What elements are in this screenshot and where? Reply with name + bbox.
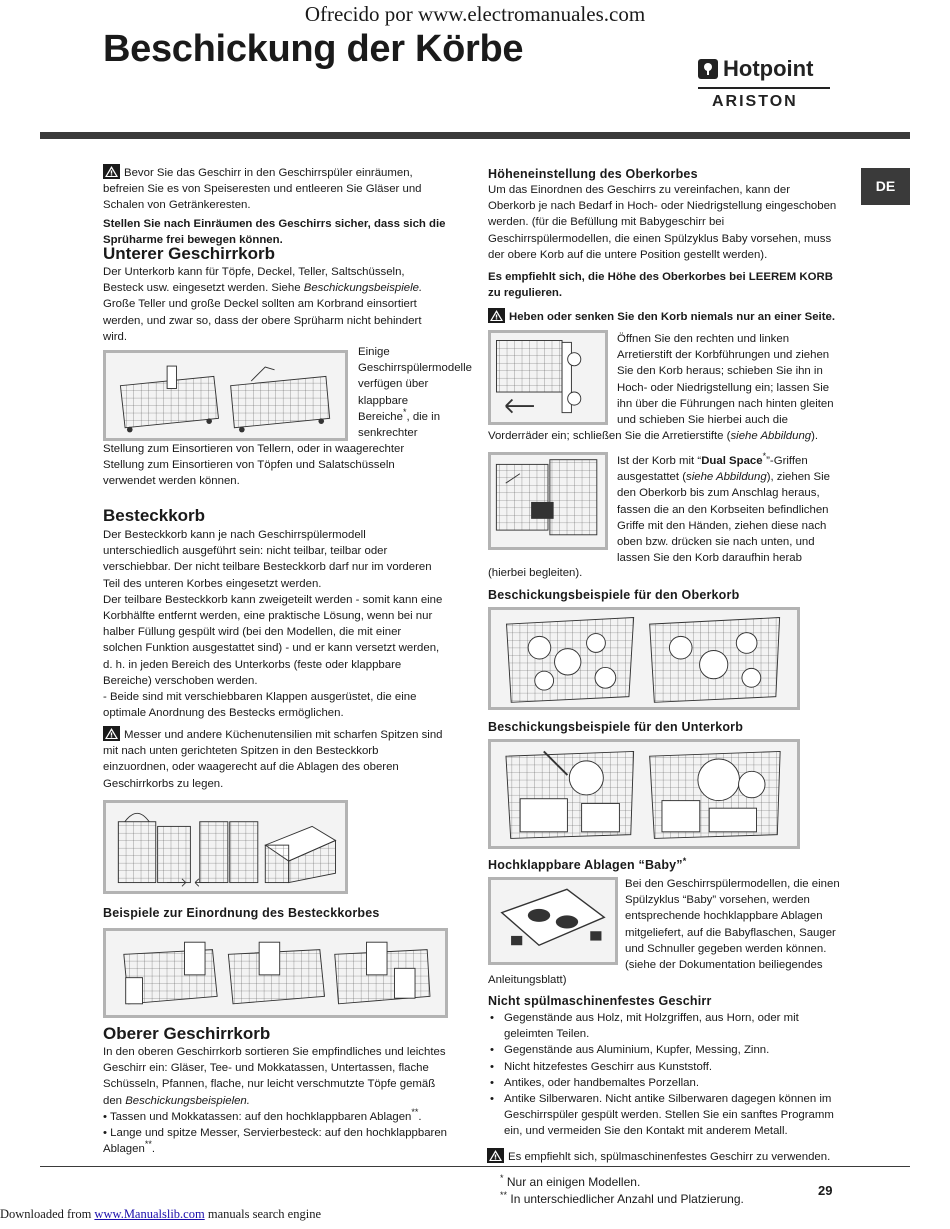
dual-space-illustration <box>491 455 605 547</box>
side-note-text-2: , die in senkrechter <box>358 410 441 440</box>
besteck-text-2: Der teilbare Besteckkorb kann zweigeteilt werden - somit kann eine Korbhälfte entfernt werden, eine praktische Lösung, wenn bei nur halber Füllung gespült wird (bei den Modellen, die mit einer solchen Funktion ausgestattet sind) - und er kann versetzt werden, d. h. in jeden Bereich des Unterkorbs (feste oder klappbare Bereiche) verschoben werden. <box>103 593 443 687</box>
footnote-1-text: Nur an einigen Modellen. <box>506 1175 641 1189</box>
baby-title-text: Hochklappbare Ablagen “Baby” <box>488 858 683 872</box>
hoehe-after-end: ). <box>811 430 819 442</box>
unterer-text-3: Stellung zum Einsortieren von Tellern, oder in waagerechter Stellung zum Einsortieren von Töpfen und Salatschüsseln verwendet werden können. <box>103 443 405 488</box>
hoehe-text: Um das Einordnen des Geschirrs zu vereinfachen, kann der Oberkorb je nach Bedarf in Hoch- oder Niedrigstellung eingeschoben werden. (für die Befüllung mit Babygeschirr bei Geschirrspülermodellen, die einen Spülzyklus Baby vorsehen, muss der obere Korb auf die untere Position gestellt werden). <box>488 184 837 261</box>
hoehe-after-ref: siehe Abbildung <box>730 430 812 442</box>
warning-icon <box>103 726 120 741</box>
offered-by-banner: Ofrecido por www.electromanuales.com <box>304 2 646 26</box>
download-prefix: Downloaded from <box>0 1207 92 1221</box>
lower-basket-figure <box>103 350 348 441</box>
baby-after <box>488 972 567 988</box>
download-suffix: manuals search engine <box>207 1207 321 1221</box>
nicht-title: Nicht spülmaschinenfestes Geschirr <box>488 994 712 1008</box>
brand-name: Hotpoint <box>723 56 814 81</box>
cutlery-examples-figure <box>103 928 448 1018</box>
unterer-intro <box>103 264 448 345</box>
dual-space-figure <box>488 452 608 550</box>
final-warning <box>487 1148 857 1165</box>
footnote-2-text: In unterschiedlicher Anzahl und Platzierung. <box>510 1192 744 1206</box>
dual-after <box>488 565 582 581</box>
final-warning-text: Es empfiehlt sich, spülmaschinenfestes Geschirr zu verwenden. <box>508 1151 831 1163</box>
unterer-text: Der Unterkorb kann für Töpfe, Deckel, Teller, Saltschüsseln, Besteck usw. eingesetzt werden. Siehe <box>103 266 405 295</box>
messer-warning <box>103 726 443 792</box>
footnotes <box>500 1174 744 1208</box>
warning-icon <box>103 164 120 179</box>
cutlery-examples-illustration <box>106 931 445 1015</box>
intro-text: Bevor Sie das Geschirr in den Geschirrspüler einräumen, befreien Sie es von Speiseresten und entleeren Sie Gläser und Schalen von Getränkeresten. <box>103 167 422 212</box>
besteck-text: Der Besteckkorb kann je nach Geschirrspülermodell unterschiedlich ausgeführt sein: nicht teilbar, teilbar oder verschiebbar. Der nicht teilbare Besteckkorb darf nur im vorderen Teil des unteren Korbes eingesetzt werden. <box>103 529 432 590</box>
list-item: • Antikes, oder handbemaltes Porzellan. <box>488 1075 850 1091</box>
oberer-bullet-1: • Tassen und Mokkatassen: auf den hochklappbaren Ablagen <box>103 1110 412 1123</box>
cutlery-basket-illustration <box>106 803 345 891</box>
warning-icon <box>487 1148 504 1163</box>
download-credit <box>0 1207 321 1222</box>
oberer-title: Oberer Geschirrkorb <box>103 1024 271 1043</box>
unter-beispiele-title: Beschickungsbeispiele für den Unterkorb <box>488 720 744 734</box>
page-title: Beschickung der Körbe <box>103 28 524 70</box>
lower-basket-examples-figure <box>488 739 800 849</box>
intro-bold-note: Stellen Sie nach Einräumen des Geschirrs sicher, dass sich die Sprüharme frei bewegen können. <box>103 217 446 246</box>
baby-text <box>625 876 845 973</box>
lower-basket-examples-illustration <box>491 742 797 846</box>
footer-rule <box>40 1166 910 1167</box>
beispiele-title: Beispiele zur Einordnung des Besteckkorbes <box>103 906 380 920</box>
footnote-2 <box>500 1191 744 1208</box>
footnote-1-star: * <box>500 1173 504 1183</box>
dual-mid: ”-Griffen ausgestattet ( <box>617 455 808 484</box>
side-note-text: Einige Geschirrspülermodelle verfügen über klappbare Bereiche <box>358 346 472 423</box>
nicht-list <box>488 1010 850 1140</box>
brand-logo <box>698 56 838 116</box>
brand-subname: ARISTON <box>712 93 798 110</box>
unterer-text-2: Große Teller und große Deckel sollten am Korbrand einsortiert werden, und zwar so, dass der obere Sprüharm nicht behindert wird. <box>103 298 422 343</box>
cutlery-basket-figure <box>103 800 348 894</box>
baby-rack-illustration <box>491 880 615 962</box>
page-number: 29 <box>818 1183 833 1198</box>
messer-text: Messer und andere Küchenutensilien mit scharfen Spitzen sind mit nach unten gerichteten Spitzen in den Besteckkorb einzuordnen, oder waagerecht auf die Ablagen des oberen Geschirrkorbs zu legen. <box>103 729 443 790</box>
hoehe-section <box>488 182 838 326</box>
dual-pre: Ist der Korb mit “ <box>617 455 702 467</box>
intro-paragraph <box>103 164 455 214</box>
list-item: • Gegenstände aus Aluminium, Kupfer, Messing, Zinn. <box>488 1042 850 1058</box>
unterer-continuation <box>103 441 448 490</box>
intro-section <box>103 164 455 248</box>
dual-ref: siehe Abbildung <box>686 471 767 484</box>
language-badge: DE <box>861 168 910 205</box>
hoehe-title: Höheneinstellung des Oberkorbes <box>488 167 698 181</box>
hoehe-side-paragraph: Öffnen Sie den rechten und linken Arretierstift der Korbführungen und ziehen Sie den Korb heraus; schieben Sie ihn in Hoch- oder Niedrigstellung ein; lassen Sie ihn über die Führungen nach hinten gleiten und schieben Sie hierbei auch die <box>617 333 834 427</box>
lower-basket-illustration <box>106 353 345 438</box>
upper-basket-examples-illustration <box>491 610 797 707</box>
unterer-ref: Beschickungsbeispiele. <box>303 282 423 295</box>
dual-after-text: (hierbei begleiten). <box>488 567 583 579</box>
height-adjust-illustration <box>491 333 605 422</box>
nicht-list-section <box>488 1010 850 1140</box>
warning-icon <box>488 308 505 323</box>
baby-after-text: Anleitungsblatt) <box>488 974 567 986</box>
list-item: • Gegenstände aus Holz, mit Holzgriffen, aus Horn, oder mit geleimten Teilen. <box>488 1010 850 1042</box>
oberer-text: In den oberen Geschirrkorb sortieren Sie empfindliches und leichtes Geschirr ein: Gläser, Tee- und Mokkatassen, Untertassen, flache Schüsseln, Pfannen, flache, nur leicht verschmutzte Töpfe gemäß den <box>103 1046 446 1107</box>
besteck-section <box>103 527 443 721</box>
besteck-title: Besteckkorb <box>103 506 206 525</box>
height-adjust-figure <box>488 330 608 425</box>
upper-basket-examples-figure <box>488 607 800 710</box>
baby-rack-figure <box>488 877 618 965</box>
oberer-ref: Beschickungsbeispielen. <box>125 1094 250 1107</box>
oberer-section: In den oberen Geschirrkorb sortieren Sie empfindliches und leichtes Geschirr ein: Gläser, Tee- und Mokkatassen, Untertassen, flache Schüsseln, Pfannen, flache, nur leicht verschmutzte Töpfe gemäß den Beschickungsbeispielen. • Tassen und Mokkatassen: auf den hochklappbaren Ablagen**. • Lange und spitze Messer, Servierbesteck: auf den hochklappbaren Ablagen**. <box>103 1046 448 1156</box>
baby-paragraph: Bei den Geschirrspülermodellen, die einen Spülzyklus “Baby” vorsehen, werden entsprechende hochklappbare Ablagen mitgeliefert, auf die Babyflaschen, Sauger und Schnuller gegeben werden können. (siehe der Dokumentation beiliegendes <box>625 878 840 972</box>
unterer-side-note: Einige Geschirrspülermodelle verfügen über klappbare Bereiche*, die in senkrechter <box>358 346 472 440</box>
dual-body: ), ziehen Sie den Oberkorb bis zum Anschlag heraus, fassen die an den Korbseiten befindlichen Griffe mit den Händen, ziehen diese nach oben bzw. drücken sie nach unten, und lassen Sie den Korb daraufhin herab <box>617 471 831 565</box>
baby-title: Hochklappbare Ablagen “Baby”* <box>488 855 687 872</box>
ober-beispiele-title: Beschickungsbeispiele für den Oberkorb <box>488 588 740 602</box>
hoehe-after-text: Vorderräder ein; schließen Sie die Arretierstifte ( <box>488 430 731 442</box>
besteck-text-3: - Beide sind mit verschiebbaren Klappen ausgerüstet, die eine optimale Anordnung des Bestecks ermöglichen. <box>103 691 417 720</box>
oberer-bullet-2: • Lange und spitze Messer, Servierbesteck: auf den hochklappbaren Ablagen <box>103 1127 448 1156</box>
hotpoint-logo-icon <box>698 59 718 79</box>
dual-space-label: Dual Space <box>701 455 763 467</box>
hoehe-bold: Es empfiehlt sich, die Höhe des Oberkorbes bei LEEREM KORB zu regulieren. <box>488 271 833 300</box>
hoehe-warning-text: Heben oder senken Sie den Korb niemals nur an einer Seite. <box>509 311 835 324</box>
hoehe-after <box>488 428 848 444</box>
list-item: • Nicht hitzefestes Geschirr aus Kunststoff. <box>488 1059 850 1075</box>
hoehe-side-text <box>617 331 842 428</box>
footnote-1 <box>500 1174 744 1191</box>
footnote-2-star: ** <box>500 1190 508 1200</box>
header-rule <box>40 132 910 139</box>
unterer-title: Unterer Geschirrkorb <box>103 244 275 263</box>
manualslib-link[interactable]: www.Manualslib.com <box>94 1207 205 1221</box>
list-item: • Antike Silberwaren. Nicht antike Silberwaren dagegen können im Geschirrspüler gespült werden. Stellen Sie ein sanftes Programm ein, und vermeiden Sie den Kontakt mit anderem Metall. <box>488 1091 850 1140</box>
dual-space-text: Ist der Korb mit “Dual Space*”-Griffen ausgestattet (siehe Abbildung), ziehen Sie den Oberkorb bis zum Anschlag heraus, fassen die an den Korbseiten befindlichen Griffe mit den Händen, ziehen diese nach oben bzw. drücken sie nach unten, und lassen Sie den Korb daraufhin herab <box>617 451 831 565</box>
